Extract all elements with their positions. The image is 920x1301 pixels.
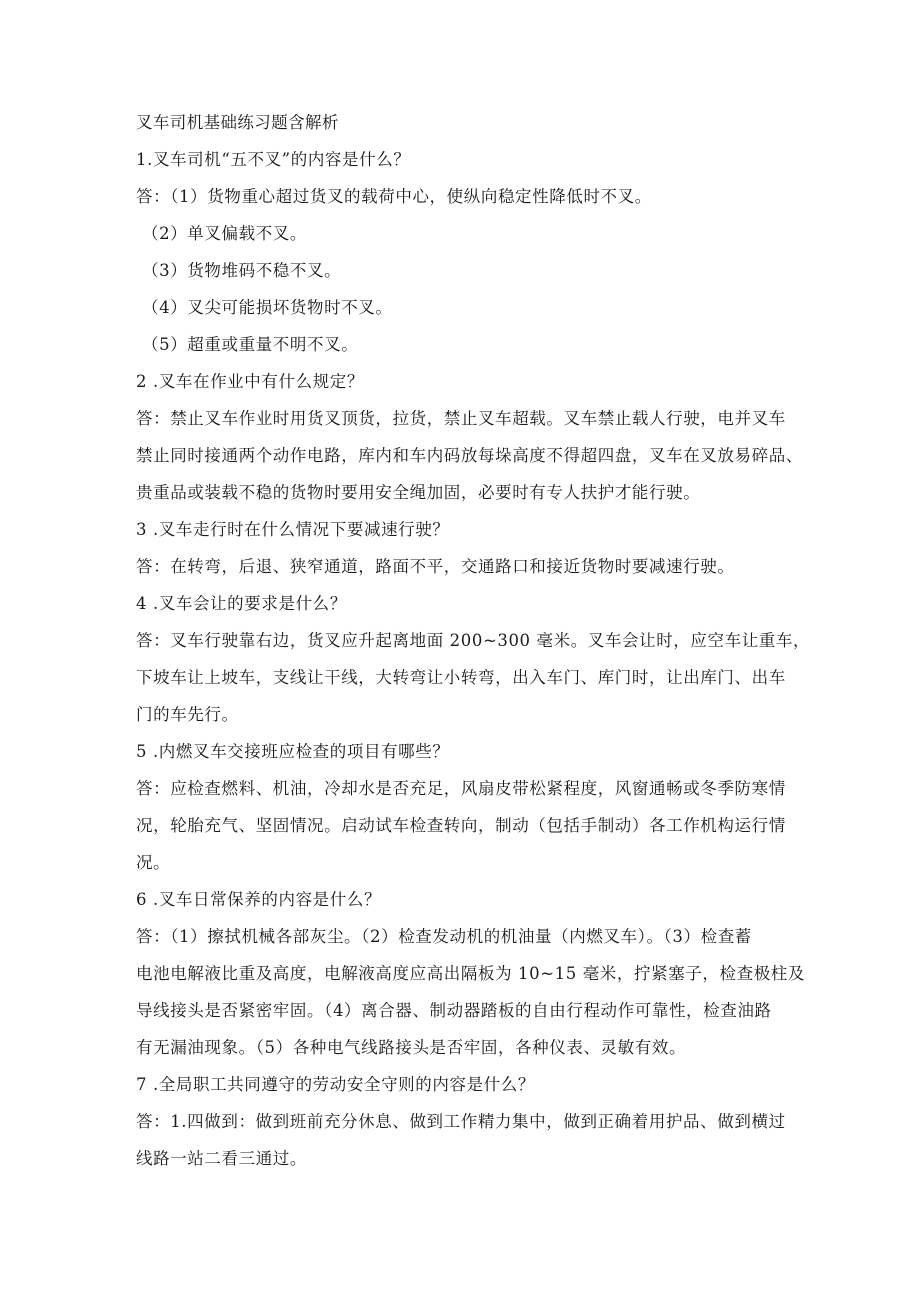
answer-4-line-3: 门的车先行。 — [136, 705, 239, 724]
answer-7-line-2: 线路一站二看三通过。 — [136, 1149, 307, 1168]
question-2: 2 .叉车在作业中有什么规定？ — [136, 372, 364, 391]
document-page — [136, 104, 811, 1177]
question-4: 4 .叉车会让的要求是什么？ — [136, 594, 347, 613]
answer-6-line-3: 导线接头是否紧密牢固。（4）离合器、制动器踏板的自由行程动作可靠性，检查油路 — [136, 1001, 772, 1020]
question-3: 3 .叉车走行时在什么情况下要减速行驶？ — [136, 520, 450, 539]
answer-6-line-4: 有无漏油现象。（5）各种电气线路接头是否牢固，各种仪表、灵敏有效。 — [136, 1038, 687, 1057]
question-7: 7 .全局职工共同遵守的劳动安全守则的内容是什么？ — [136, 1075, 535, 1094]
answer-2-line-3: 贵重品或装载不稳的货物时要用安全绳加固，必要时有专人扶护才能行驶。 — [136, 483, 701, 502]
answer-1-line-2: （2）单叉偏载不叉。 — [142, 224, 307, 243]
answer-7-line-1: 答：1.四做到：做到班前充分休息、做到工作精力集中，做到正确着用护品、做到横过 — [136, 1112, 786, 1131]
answer-2-line-2: 禁止同时接通两个动作电路，库内和车内码放每垛高度不得超四盘，叉车在叉放易碎品、 — [136, 446, 803, 465]
question-1: 1.叉车司机“五不叉”的内容是什么？ — [136, 150, 411, 169]
document-title: 叉车司机基础练习题含解析 — [136, 113, 339, 132]
question-6: 6 .叉车日常保养的内容是什么？ — [136, 890, 382, 909]
answer-1-line-5: （5）超重或重量不明不叉。 — [142, 335, 359, 354]
answer-6-line-1: 答：（1）擦拭机械各部灰尘。（2）检查发动机的机油量（内燃叉车）。（3）检查蓄 — [136, 927, 752, 946]
question-5: 5 .内燃叉车交接班应检查的项目有哪些？ — [136, 742, 450, 761]
answer-5-line-2: 况，轮胎充气、坚固情况。启动试车检查转向，制动（包括手制动）各工作机构运行情 — [136, 816, 786, 835]
answer-1-line-3: （3）货物堆码不稳不叉。 — [142, 261, 342, 280]
answer-5-line-1: 答：应检查燃料、机油，冷却水是否充足，风扇皮带松紧程度，风窗通畅或冬季防寒情 — [136, 779, 786, 798]
answer-4-line-1: 答：叉车行驶靠右边，货叉应升起离地面 200~300 毫米。叉车会让时，应空车让重车， — [136, 631, 811, 650]
answer-6-line-2: 电池电解液比重及高度，电解液高度应高出隔板为 10~15 毫米，拧紧塞子，检查极柱及 — [136, 964, 806, 983]
answer-3-line-1: 答：在转弯，后退、狭窄通道，路面不平，交通路口和接近货物时要减速行驶。 — [136, 557, 735, 576]
answer-1-line-4: （4）叉尖可能损坏货物时不叉。 — [142, 298, 393, 317]
answer-1-line-1: 答：（1）货物重心超过货叉的载荷中心，使纵向稳定性降低时不叉。 — [136, 187, 652, 206]
answer-5-line-3: 况。 — [136, 853, 171, 872]
answer-4-line-2: 下坡车让上坡车，支线让干线，大转弯让小转弯，出入车门、库门时，让出库门、出车 — [136, 668, 786, 687]
answer-2-line-1: 答：禁止叉车作业时用货叉顶货，拉货，禁止叉车超载。叉车禁止载人行驶，电并叉车 — [136, 409, 786, 428]
